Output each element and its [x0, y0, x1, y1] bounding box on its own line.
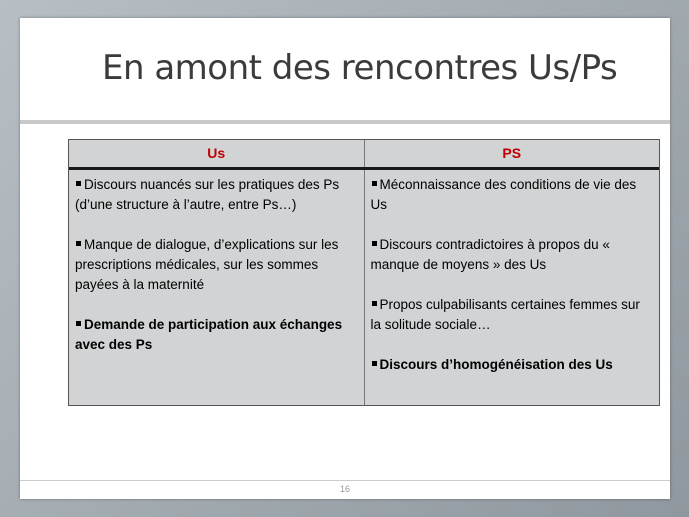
footer-divider [20, 480, 670, 481]
cell-us [69, 170, 364, 405]
page-number: 16 [339, 484, 350, 494]
slide-title: En amont des rencontres Us/Ps [102, 48, 618, 88]
list-item: Propos culpabilisants certaines femmes sur la solitude sociale… [370, 297, 640, 332]
square-bullet-icon [76, 181, 81, 186]
slide [20, 18, 670, 499]
list-item: Demande de participation aux échanges avec des Ps [75, 317, 343, 352]
list-item: Discours contradictoires à propos du « manque de moyens » des Us [370, 237, 610, 272]
square-bullet-icon [76, 321, 81, 326]
header-ps: PS [364, 140, 660, 167]
list-item: Manque de dialogue, d’explications sur les prescriptions médicales, sur les sommes payées à la maternité [75, 237, 339, 292]
square-bullet-icon [372, 361, 377, 366]
square-bullet-icon [372, 181, 377, 186]
list-item: Discours nuancés sur les pratiques des Ps (d’une structure à l’autre, entre Ps…) [75, 177, 340, 212]
list-item: Méconnaissance des conditions de vie des Us [370, 177, 637, 212]
comparison-table [68, 139, 660, 406]
header-us: Us [207, 145, 226, 161]
square-bullet-icon [76, 241, 81, 246]
square-bullet-icon [372, 241, 377, 246]
table-header-row [69, 140, 659, 170]
list-item: Discours d’homogénéisation des Us [371, 355, 654, 375]
square-bullet-icon [372, 301, 377, 306]
table-body-row [69, 170, 659, 405]
title-divider [20, 120, 670, 124]
cell-ps [364, 170, 660, 405]
